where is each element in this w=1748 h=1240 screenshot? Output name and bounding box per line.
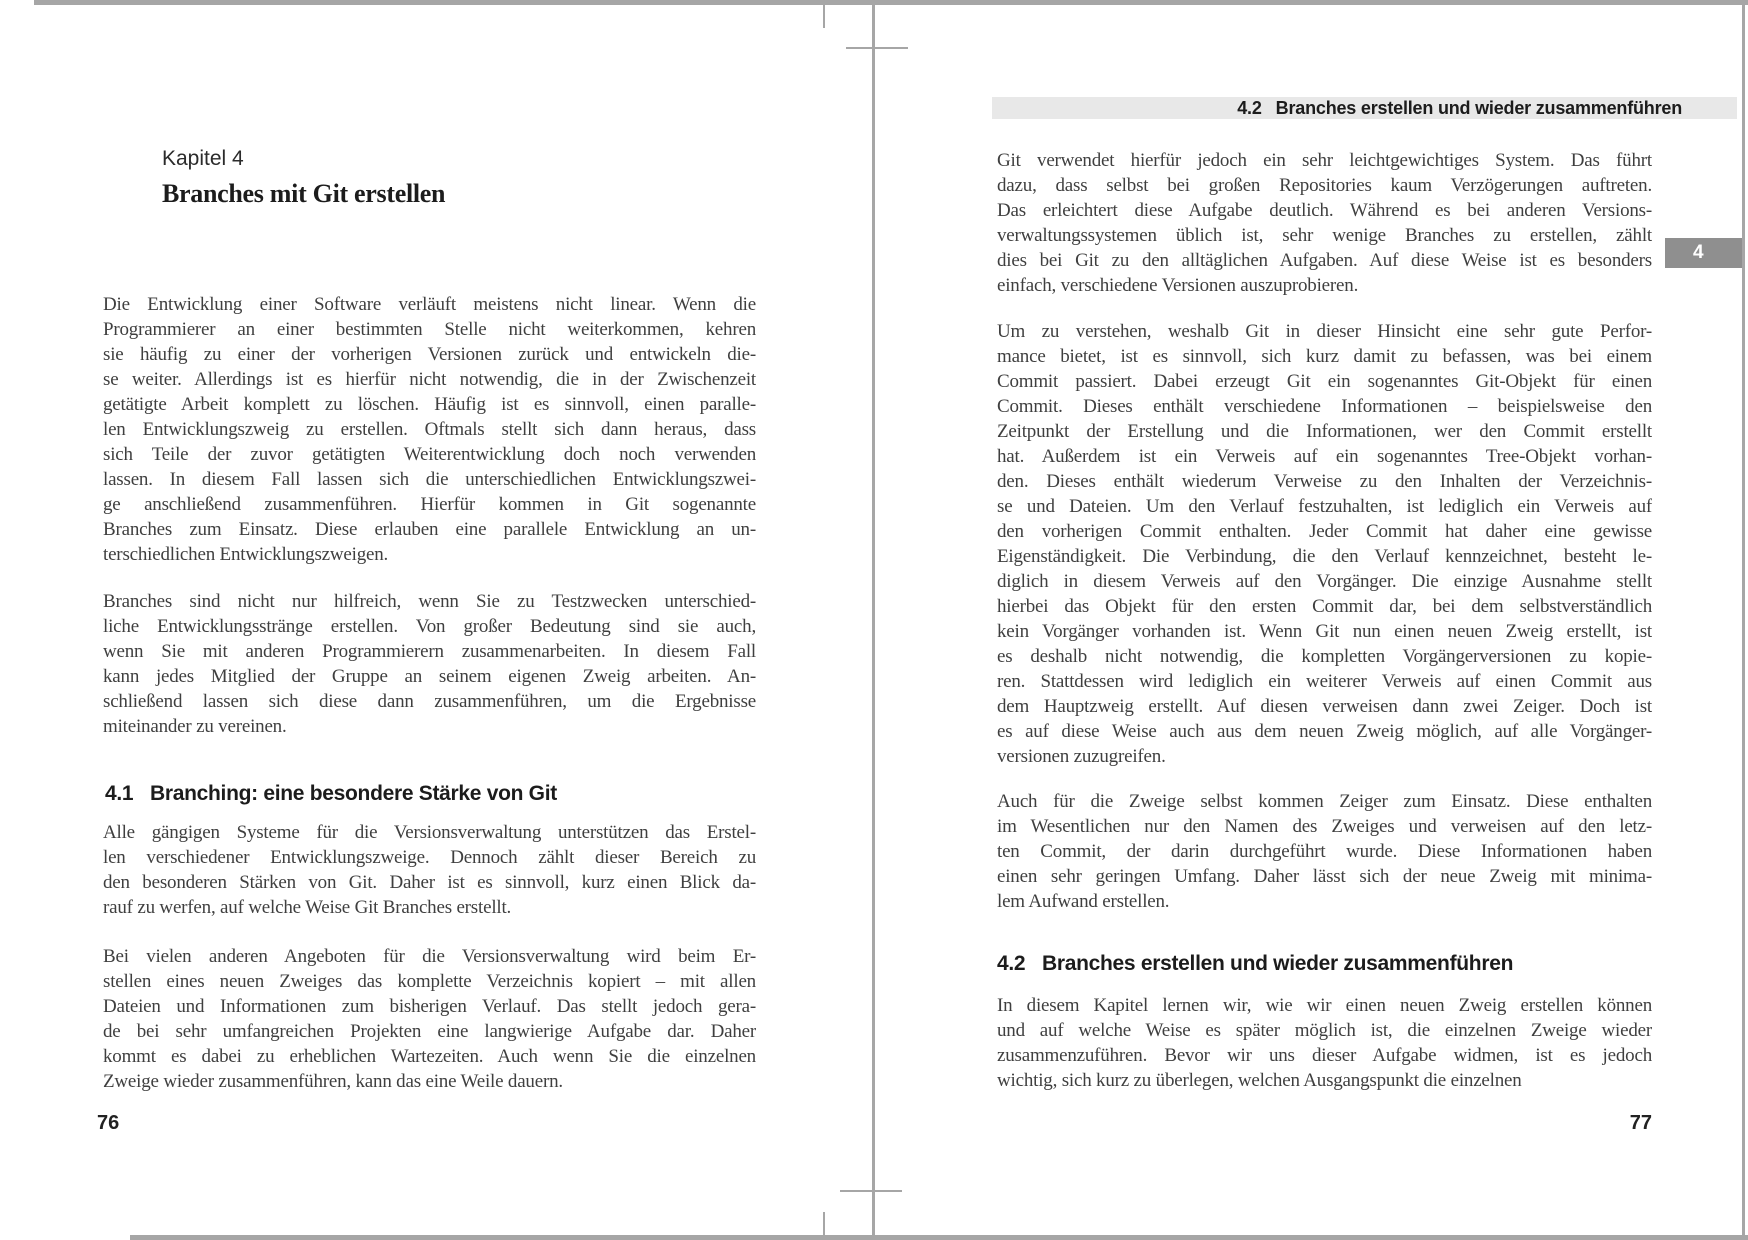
- text-line: ten Commit, der darin durchgeführt wurde. Diese Informationen haben: [997, 841, 1652, 862]
- text-line: hat. Außerdem ist ein Verweis auf ein sogenanntes Tree-Objekt vorhan-: [997, 446, 1652, 467]
- text-line: den. Dieses enthält wiederum Verweise zu den Inhalten der Verzeichnis-: [997, 471, 1652, 492]
- text-line: Um zu verstehen, weshalb Git in dieser Hinsicht eine sehr gute Perfor-: [997, 321, 1652, 342]
- body-paragraph: [103, 292, 756, 567]
- text-line: im Wesentlichen nur den Namen des Zweiges und verweisen auf den letz-: [997, 816, 1652, 837]
- text-line: Commit passiert. Dabei erzeugt Git ein sogenanntes Git-Objekt für einen: [997, 371, 1652, 392]
- text-line: und auf welche Weise es später möglich ist, die einzelnen Zweige wieder: [997, 1020, 1652, 1041]
- text-line: dazu, dass selbst bei großen Repositories kaum Verzögerungen auftreten.: [997, 175, 1652, 196]
- text-line: se weiter. Allerdings ist es hierfür nicht notwendig, die in der Zwischenzeit: [103, 369, 756, 390]
- text-line: liche Entwicklungsstränge erstellen. Von großer Bedeutung sind sie auch,: [103, 616, 756, 637]
- text-line: kommt es dabei zu erheblichen Wartezeiten. Auch wenn Sie die einzelnen: [103, 1046, 756, 1067]
- text-line: dies bei Git zu den alltäglichen Aufgaben. Auf diese Weise ist es besonders: [997, 250, 1652, 271]
- text-line: lassen. In diesem Fall lassen sich die unterschiedlichen Entwicklungszwei-: [103, 469, 756, 490]
- text-line: Die Entwicklung einer Software verläuft meistens nicht linear. Wenn die: [103, 294, 756, 315]
- text-line: kein Vorgänger vorhanden ist. Wenn Git nun einen neuen Zweig erstellt, ist: [997, 621, 1652, 642]
- text-line: den besonderen Stärken von Git. Daher ist es sinnvoll, kurz einen Blick da-: [103, 872, 756, 893]
- text-line: Alle gängigen Systeme für die Versionsverwaltung unterstützen das Erstel-: [103, 822, 756, 843]
- text-line: rauf zu werfen, auf welche Weise Git Branches erstellt.: [103, 897, 512, 918]
- text-line: Dateien und Informationen zum bisherigen Verlauf. Das stellt jedoch gera-: [103, 996, 756, 1017]
- section-heading-4-1: [105, 779, 756, 809]
- section-title: Branches erstellen und wieder zusammenführen: [1042, 952, 1514, 975]
- text-line: len verschiedener Entwicklungszweige. Dennoch zählt dieser Bereich zu: [103, 847, 756, 868]
- section-heading-4-2: [997, 949, 1652, 979]
- text-line: zusammenzuführen. Bevor wir uns dieser Aufgabe widmen, ist es jedoch: [997, 1045, 1652, 1066]
- section-title: Branching: eine besondere Stärke von Git: [150, 782, 557, 805]
- text-line: hierbei das Objekt für den ersten Commit dar, bei dem selbstverständlich: [997, 596, 1652, 617]
- section-number: 4.2: [997, 952, 1026, 975]
- text-line: Auch für die Zweige selbst kommen Zeiger zum Einsatz. Diese enthalten: [997, 791, 1652, 812]
- text-line: dem Hauptzweig erstellt. Auf diesen verweisen dann zwei Zeiger. Doch ist: [997, 696, 1652, 717]
- text-line: mance bietet, ist es sinnvoll, sich kurz damit zu befassen, was bei einem: [997, 346, 1652, 367]
- text-line: es auf diese Weise auch aus dem neuen Zweig möglich, auf alle Vorgänger-: [997, 721, 1652, 742]
- body-paragraph: [997, 993, 1652, 1093]
- text-line: diglich in diesem Verweis auf den Vorgänger. Die einzige Ausnahme stellt: [997, 571, 1652, 592]
- text-line: Bei vielen anderen Angeboten für die Versionsverwaltung wird beim Er-: [103, 946, 756, 967]
- text-line: lem Aufwand erstellen.: [997, 891, 1170, 912]
- crop-dash-bottom: [823, 1212, 825, 1235]
- text-line: es deshalb nicht notwendig, die kompletten Vorgängerversionen zu kopie-: [997, 646, 1652, 667]
- text-line: verwaltungssystemen üblich ist, sehr wenige Branches zu erstellen, zählt: [997, 225, 1652, 246]
- text-line: miteinander zu vereinen.: [103, 716, 287, 737]
- text-line: Branches sind nicht nur hilfreich, wenn Sie zu Testzwecken unterschied-: [103, 591, 756, 612]
- body-paragraph: [103, 820, 756, 920]
- text-line: stellen eines neuen Zweiges das komplette Verzeichnis kopiert – mit allen: [103, 971, 756, 992]
- text-line: ge anschließend zusammenführen. Hierfür kommen in Git sogenannte: [103, 494, 756, 515]
- crop-tick-top: [846, 47, 908, 49]
- text-line: Zeitpunkt der Erstellung und die Informationen, wer den Commit erstellt: [997, 421, 1652, 442]
- center-fold-rule: [872, 5, 875, 1235]
- text-line: sie häufig zu einer der vorherigen Versionen zurück und entwickeln die-: [103, 344, 756, 365]
- text-line: schließend lassen sich diese dann zusammenführen, um die Ergebnisse: [103, 691, 756, 712]
- text-line: Git verwendet hierfür jedoch ein sehr leichtgewichtiges System. Das führt: [997, 150, 1652, 171]
- crop-bar-bottom: [130, 1235, 1748, 1240]
- text-line: se und Dateien. Um den Verlauf festzuhalten, ist lediglich ein Verweis auf: [997, 496, 1652, 517]
- text-line: Eigenständigkeit. Die Verbindung, die den Verlauf kennzeichnet, besteht le-: [997, 546, 1652, 567]
- text-line: terschiedlichen Entwicklungszweigen.: [103, 544, 389, 565]
- text-line: sich Teile der zuvor getätigten Weiterentwicklung doch noch verwenden: [103, 444, 756, 465]
- page-number-right: 77: [1629, 1112, 1652, 1134]
- text-line: Commit. Dieses enthält verschiedene Informationen – beispielsweise den: [997, 396, 1652, 417]
- text-line: de bei sehr umfangreichen Projekten eine langwierige Aufgabe dar. Daher: [103, 1021, 756, 1042]
- crop-bar-top: [34, 0, 1748, 5]
- body-paragraph: [103, 944, 756, 1094]
- body-paragraph: [997, 789, 1652, 914]
- text-line: Branches zum Einsatz. Diese erlauben eine parallele Entwicklung an un-: [103, 519, 756, 540]
- body-paragraph: [997, 148, 1652, 298]
- body-paragraph: [997, 319, 1652, 769]
- chapter-thumb-tab: 4: [1665, 238, 1742, 268]
- text-line: versionen zuzugreifen.: [997, 746, 1166, 767]
- chapter-kicker: Kapitel 4: [162, 147, 244, 170]
- text-line: len Entwicklungszweig zu erstellen. Oftmals stellt sich dann heraus, dass: [103, 419, 756, 440]
- right-trim-rule: [1742, 0, 1745, 1240]
- text-line: wichtig, sich kurz zu überlegen, welchen Ausgangspunkt die einzelnen: [997, 1070, 1522, 1091]
- running-header-title: Branches erstellen und wieder zusammenführen: [1275, 98, 1682, 118]
- running-header-number: 4.2: [1237, 98, 1262, 118]
- text-line: den vorherigen Commit enthalten. Jeder Commit hat daher eine gewisse: [997, 521, 1652, 542]
- text-line: Das erleichtert diese Aufgabe deutlich. Während es bei anderen Versions-: [997, 200, 1652, 221]
- text-line: In diesem Kapitel lernen wir, wie wir einen neuen Zweig erstellen können: [997, 995, 1652, 1016]
- text-line: einfach, verschiedene Versionen auszuprobieren.: [997, 275, 1359, 296]
- running-header: [992, 97, 1737, 119]
- crop-tick-bottom: [840, 1190, 902, 1192]
- chapter-title: Branches mit Git erstellen: [162, 179, 446, 208]
- body-paragraph: [103, 589, 756, 739]
- text-line: kann jedes Mitglied der Gruppe an seinem eigenen Zweig arbeiten. An-: [103, 666, 756, 687]
- text-line: Zweige wieder zusammenführen, kann das eine Weile dauern.: [103, 1071, 563, 1092]
- crop-dash-top: [823, 5, 825, 28]
- text-line: wenn Sie mit anderen Programmierern zusammenarbeiten. In diesem Fall: [103, 641, 756, 662]
- text-line: getätigte Arbeit komplett zu löschen. Häufig ist es sinnvoll, einen paralle-: [103, 394, 756, 415]
- text-line: ren. Stattdessen wird lediglich ein weiterer Verweis auf einen Commit aus: [997, 671, 1652, 692]
- text-line: Programmierer an einer bestimmten Stelle nicht weiterkommen, kehren: [103, 319, 756, 340]
- text-line: einen sehr geringen Umfang. Daher lässt sich der neue Zweig mit minima-: [997, 866, 1652, 887]
- page-number-left: 76: [97, 1112, 120, 1134]
- section-number: 4.1: [105, 782, 134, 805]
